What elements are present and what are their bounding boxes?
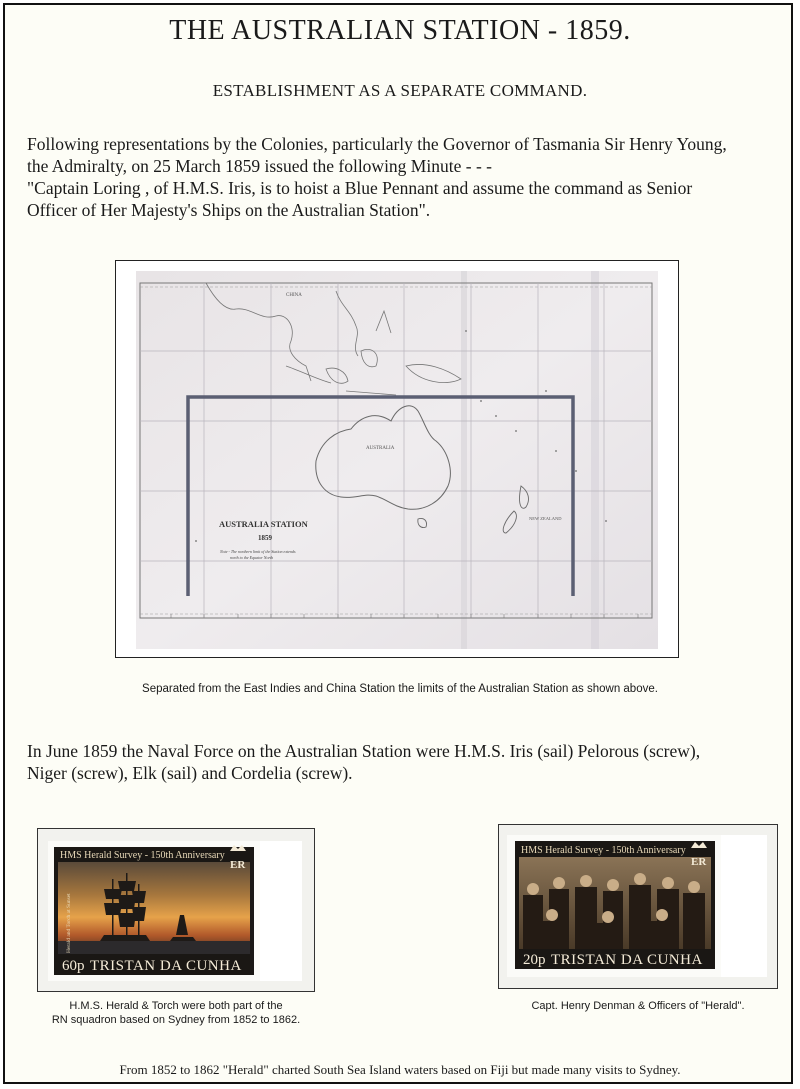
station-year: 1859: [258, 534, 272, 542]
sunset-sky: [58, 862, 250, 954]
stamp-mount-denman-officers: [498, 824, 778, 989]
royal-cipher: ER: [691, 856, 707, 868]
station-map: [136, 271, 658, 649]
stamp-country: TRISTAN DA CUNHA: [90, 958, 242, 974]
map-note: Note - The northern limit of the Station extends: [220, 549, 296, 554]
station-map-frame: [115, 260, 679, 658]
stamp-country: TRISTAN DA CUNHA: [551, 952, 703, 968]
footer-note: From 1852 to 1862 "Herald" charted South Sea Island waters based on Fiji but made many visits to Sydney.: [119, 1062, 681, 1077]
naval-line: Niger (screw), Elk (sail) and Cordelia (screw).: [27, 763, 353, 783]
china-label: CHINA: [286, 293, 302, 298]
stamp-mount-herald-torch: [37, 828, 315, 992]
naval-force-paragraph: [27, 740, 787, 784]
map-caption: Separated from the East Indies and China Station the limits of the Australian Station as shown above.: [142, 683, 658, 695]
stamp-denman-officers: [499, 825, 776, 987]
stamp-header: HMS Herald Survey - 150th Anniversary: [521, 845, 686, 856]
royal-cipher: ER: [230, 859, 246, 871]
caption-line: H.M.S. Herald & Torch were both part of the: [69, 1000, 283, 1012]
intro-paragraph: [27, 133, 777, 221]
australia-label: AUSTRALIA: [366, 446, 395, 451]
page-title: THE AUSTRALIAN STATION - 1859.: [169, 15, 631, 46]
map-note: north to the Equator North: [230, 555, 274, 560]
page-subtitle: ESTABLISHMENT AS A SEPARATE COMMAND.: [212, 81, 588, 100]
stamp-herald-torch: [38, 829, 313, 990]
stamp-value: 20p: [523, 952, 546, 968]
stamp-header: HMS Herald Survey - 150th Anniversary: [60, 850, 225, 861]
stamp-side-text: Herald and Torch at Sunset: [66, 893, 72, 953]
intro-line: Officer of Her Majesty's Ships on the Australian Station".: [27, 200, 431, 220]
stamp-caption-herald-torch: [35, 999, 317, 1027]
new-zealand-label: NEW ZEALAND: [529, 516, 562, 521]
intro-line: "Captain Loring , of H.M.S. Iris, is to hoist a Blue Pennant and assume the command as Senior: [27, 178, 693, 198]
intro-line: the Admiralty, on 25 March 1859 issued the following Minute - - -: [27, 156, 492, 176]
naval-line: In June 1859 the Naval Force on the Australian Station were H.M.S. Iris (sail) Pelorous (screw),: [27, 741, 701, 761]
map-paper: [136, 271, 658, 649]
caption-line: RN squadron based on Sydney from 1852 to 1862.: [51, 1014, 301, 1026]
caption-line: Capt. Henry Denman & Officers of "Herald".: [531, 1000, 745, 1012]
album-page: [3, 3, 793, 1084]
stamp-caption-denman-officers: [498, 999, 778, 1013]
intro-line: Following representations by the Colonies, particularly the Governor of Tasmania Sir Henry Young,: [27, 134, 727, 154]
stamp-value: 60p: [62, 958, 85, 974]
station-label: AUSTRALIA STATION: [219, 519, 308, 529]
